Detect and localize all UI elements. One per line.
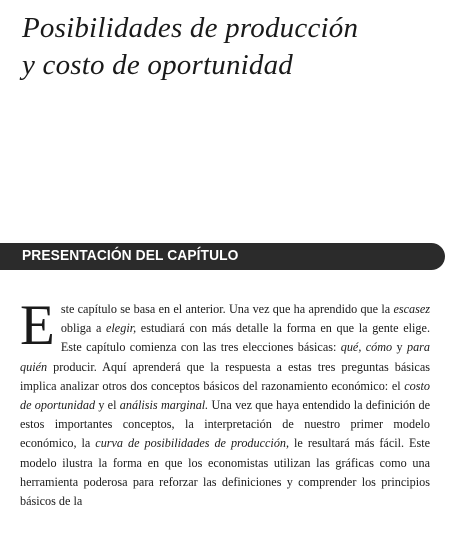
text-run: producir. Aquí aprenderá que la respuesta a estas tres preguntas básicas implica analizar otros dos conceptos básicos del razonamiento económico: el (20, 359, 430, 393)
text-run: Una vez que haya entendido la definición de estos importantes conceptos, la interpretación de nuestro primer modelo económico, la (20, 398, 430, 451)
text-run: y el (95, 398, 120, 413)
italic-term-curva-posibilidades: curva de posibilidades de producción, (95, 436, 290, 451)
text-run: estudiará con más detalle la forma en que la gente elige. Este capítulo comienza con las tres elecciones básicas: (60, 321, 430, 355)
chapter-title (22, 10, 442, 84)
italic-term-escasez: escasez (393, 302, 430, 316)
section-header-bar (0, 243, 445, 270)
text-run: y (392, 340, 407, 355)
italic-term-para-quien: para quién (20, 340, 430, 374)
intro-paragraph (20, 294, 431, 511)
italic-term-que-como: qué, cómo (340, 340, 393, 355)
chapter-title-line-2: y costo de oportunidad (22, 49, 294, 81)
italic-term-elegir: elegir, (106, 321, 137, 336)
drop-cap: E (20, 294, 55, 357)
chapter-title-line-1: Posibilidades de producción (22, 12, 359, 44)
text-run: ste capítulo se basa en el anterior. Una vez que ha aprendido que la (60, 302, 394, 316)
italic-term-costo-oportunidad: costo de oportunidad (20, 378, 430, 413)
section-header-label: PRESENTACIÓN DEL CAPÍTULO (22, 247, 239, 264)
italic-term-analisis-marginal: análisis marginal. (119, 398, 209, 413)
text-run: le resultará más fácil. Este modelo ilustra la forma en que los economistas utilizan las gráficas como una herramienta poderosa para reforzar las definiciones y comprender los principios básicos de la (20, 436, 431, 509)
text-run: obliga a (60, 321, 107, 336)
